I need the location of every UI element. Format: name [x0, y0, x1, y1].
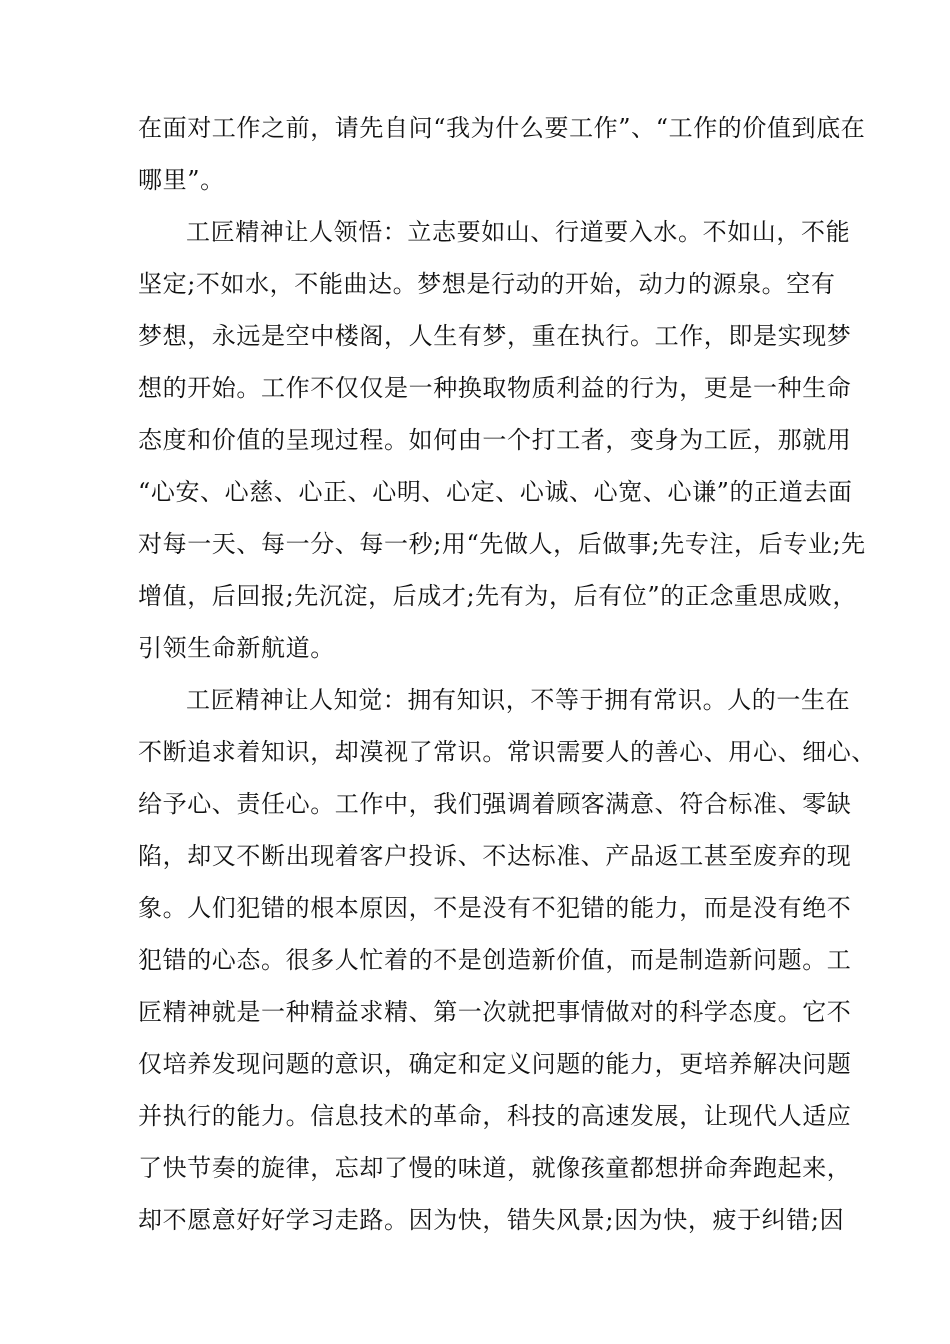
text-line: 给予心、责任心。工作中，我们强调着顾客满意、符合标准、零缺	[138, 790, 852, 818]
text-line: 想的开始。工作不仅仅是一种换取物质利益的行为，更是一种生命	[138, 374, 852, 402]
text-line: 象。人们犯错的根本原因，不是没有不犯错的能力，而是没有绝不	[138, 894, 852, 922]
text-line: 不断追求着知识，却漠视了常识。常识需要人的善心、用心、细心、	[138, 738, 876, 766]
text-line: 陷，却又不断出现着客户投诉、不达标准、产品返工甚至废弃的现	[138, 842, 852, 870]
text-line: 了快节奏的旋律，忘却了慢的味道，就像孩童都想拼命奔跑起来，	[138, 1154, 852, 1182]
text-line: 坚定;不如水，不能曲达。梦想是行动的开始，动力的源泉。空有	[138, 270, 836, 298]
text-line: 匠精神就是一种精益求精、第一次就把事情做对的科学态度。它不	[138, 998, 852, 1026]
text-line: 引领生命新航道。	[138, 634, 335, 662]
text-line: 哪里”。	[138, 166, 225, 194]
paragraph-first-line: 工匠精神让人领悟：立志要如山、行道要入水。不如山，不能	[186, 218, 851, 246]
text-line: 增值，后回报;先沉淀，后成才;先有为，后有位”的正念重思成败，	[138, 582, 858, 610]
text-line: 却不愿意好好学习走路。因为快，错失风景;因为快，疲于纠错;因	[138, 1206, 845, 1234]
text-line: “心安、心慈、心正、心明、心定、心诚、心宽、心谦”的正道去面	[138, 478, 853, 506]
paragraph-first-line: 工匠精神让人知觉：拥有知识，不等于拥有常识。人的一生在	[186, 686, 851, 714]
text-line: 犯错的心态。很多人忙着的不是创造新价值，而是制造新问题。工	[138, 946, 852, 974]
text-line: 并执行的能力。信息技术的革命，科技的高速发展，让现代人适应	[138, 1102, 852, 1130]
text-line: 梦想，永远是空中楼阁，人生有梦，重在执行。工作，即是实现梦	[138, 322, 852, 350]
text-line: 对每一天、每一分、每一秒;用“先做人，后做事;先专注，后专业;先	[138, 530, 866, 558]
text-line: 态度和价值的呈现过程。如何由一个打工者，变身为工匠，那就用	[138, 426, 852, 454]
text-line: 仅培养发现问题的意识，确定和定义问题的能力，更培养解决问题	[138, 1050, 852, 1078]
text-line: 在面对工作之前，请先自问“我为什么要工作”、“工作的价值到底在	[138, 114, 866, 142]
